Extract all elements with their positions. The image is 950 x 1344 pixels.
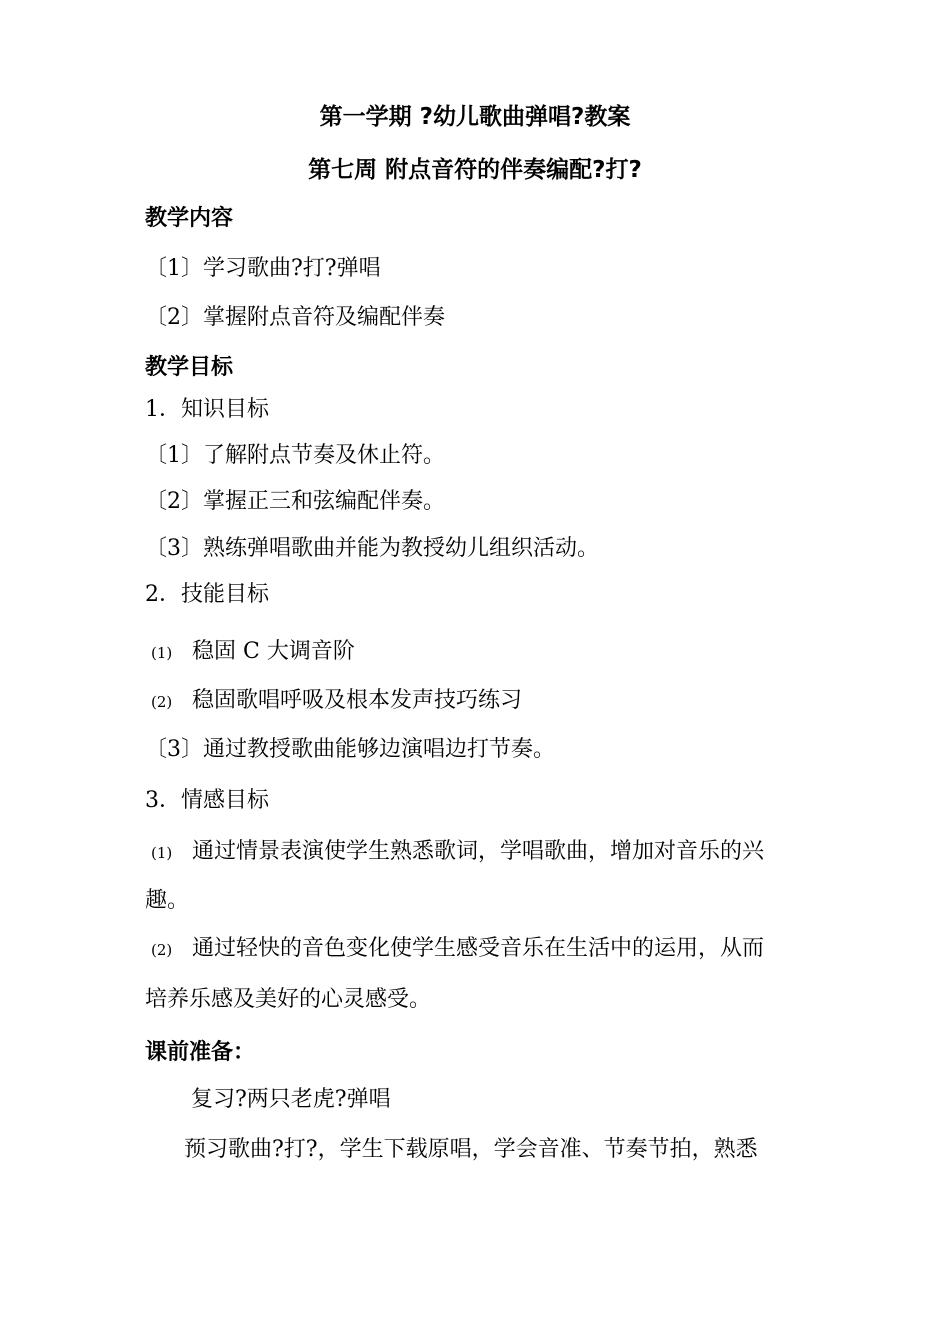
emotion-item-2-marker: (2) xyxy=(151,941,173,959)
content-item-2: 〔2〕掌握附点音符及编配伴奏 xyxy=(145,305,445,330)
emotion-item-2 xyxy=(145,934,764,965)
knowledge-item-3: 〔3〕熟练弹唱歌曲并能为教授幼儿组织活动。 xyxy=(145,536,599,561)
prep-line-2: 预习歌曲?打?，学生下载原唱，学会音准、节奏节拍，熟悉 xyxy=(184,1137,758,1162)
skill-item-2-text: 稳固歌唱呼吸及根本发声技巧练习 xyxy=(192,688,523,713)
prep-line-1: 复习?两只老虎?弹唱 xyxy=(191,1087,391,1112)
knowledge-item-2: 〔2〕掌握正三和弦编配伴奏。 xyxy=(145,489,445,514)
skill-item-1-text: 稳固 C 大调音阶 xyxy=(192,639,355,664)
prep-heading: 课前准备： xyxy=(145,1040,256,1065)
emotion-item-1-marker: (1) xyxy=(151,844,173,862)
goals-heading: 教学目标 xyxy=(145,355,234,380)
skill-item-2-marker: (2) xyxy=(151,693,173,711)
emotion-item-2-text: 通过轻快的音色变化使学生感受音乐在生活中的运用，从而 xyxy=(192,936,765,961)
knowledge-item-1: 〔1〕了解附点节奏及休止符。 xyxy=(145,443,445,468)
content-item-1: 〔1〕学习歌曲?打?弹唱 xyxy=(145,256,381,281)
knowledge-heading: 1．知识目标 xyxy=(145,397,269,422)
skill-item-3: 〔3〕通过教授歌曲能够边演唱边打节奏。 xyxy=(145,737,555,762)
document-subtitle: 第七周 附点音符的伴奏编配?打? xyxy=(308,157,642,183)
emotion-item-1 xyxy=(145,837,764,868)
skill-item-1-marker: (1) xyxy=(151,644,173,662)
emotion-item-1-text: 通过情景表演使学生熟悉歌词，学唱歌曲，增加对音乐的兴 xyxy=(192,839,765,864)
emotion-item-1-continued: 趣。 xyxy=(145,888,190,913)
content-heading: 教学内容 xyxy=(145,206,234,231)
skill-item-2 xyxy=(145,686,522,717)
skill-item-1 xyxy=(145,637,355,668)
skill-heading: 2．技能目标 xyxy=(145,582,269,607)
emotion-item-2-continued: 培养乐感及美好的心灵感受。 xyxy=(145,987,432,1012)
document-title: 第一学期 ?幼儿歌曲弹唱?教案 xyxy=(319,104,631,130)
emotion-heading: 3．情感目标 xyxy=(145,788,269,813)
